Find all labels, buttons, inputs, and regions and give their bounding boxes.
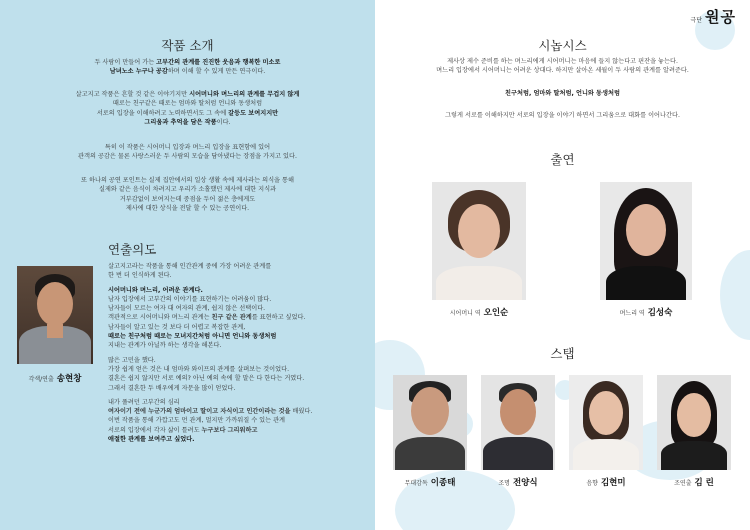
text-run: 여자이기 전에 누군가의 엄마이고 딸이고 자식이고 인간이라는 것을	[108, 408, 291, 416]
direction-line: 많은 고민을 했다.	[108, 356, 156, 364]
text-run: 하며 이해 할 수 있게 만든 연극이다.	[167, 68, 266, 76]
direction-line: 남자들이 모르는 여자 대 여자의 관계, 쉽지 않은 선택이다.	[108, 305, 266, 313]
intro-paragraph-1	[0, 58, 375, 77]
direction-line: 한 번 더 인식하게 된다.	[108, 272, 172, 280]
staff-role-3: 음향	[586, 480, 598, 487]
staff-name-4: 김 린	[694, 478, 714, 488]
staff-caption-3	[563, 476, 649, 488]
direction-line: 남자들이 알고 있는 것 보다 더 어렵고 복잡한 관계,	[108, 323, 246, 331]
text-run: 누구보다 그리워하고	[201, 426, 258, 434]
text-run: 서로의 입장에서 각자 삶이 틀려도	[108, 426, 202, 434]
cast-role-2: 며느리 역	[619, 310, 645, 317]
text-run: 를 표현하고 싶었다.	[251, 314, 306, 322]
text-line	[0, 118, 375, 127]
staff-title: 스탭	[550, 346, 575, 361]
staff-role-4: 조연출	[674, 480, 692, 487]
text-run: 때로는 친구같은 때로는 엄마와 딸처럼 언니와 동생처럼	[112, 100, 263, 108]
staff-photo-1	[393, 375, 467, 470]
text-run: 관객의 공감은 물론 사랑스러운 두 사람의 모습을 담아냈다는 장점을 가지고 있다.	[78, 153, 297, 161]
cast-name-2: 김성숙	[647, 308, 673, 318]
direction-line: 이번 작품을 통해 가깝고도 먼 관계, 멀지만 가까워질 수 있는 관계	[108, 417, 286, 425]
staff-photo-2	[481, 375, 555, 470]
text-run: 남녀노소 누구나 공감	[109, 68, 168, 76]
text-run: 특히 이 작품은 시어머니 입장과 며느리 입장을 표현함에 있어	[104, 144, 271, 151]
synopsis-title: 시놉시스	[538, 38, 587, 53]
synopsis-paragraph-3	[375, 111, 750, 120]
direction-line	[108, 407, 368, 416]
direction-line: 내가 풀려던 고부간의 심리	[108, 398, 180, 406]
staff-caption-2	[475, 476, 561, 488]
text-run: 그리움과 추억을 담은 작품	[144, 118, 217, 126]
staff-caption-4	[651, 476, 737, 488]
text-run: 이다.	[216, 118, 231, 126]
cast-caption-2	[590, 306, 702, 318]
text-run: 제사에 대한 상식을 전달 할 수 있는 공연이다.	[125, 204, 250, 212]
text-run: 고부간의 관계를 진진한 웃음과 행복한 미소로	[156, 59, 281, 66]
staff-photo-3	[569, 375, 643, 470]
text-run: 두 사람이 만들어 가는	[94, 59, 157, 66]
text-line	[0, 176, 375, 185]
cast-title: 출연	[550, 152, 575, 167]
text-line	[0, 99, 375, 108]
text-run: 실제와 같은 음식이 차려지고 우리가 소홀했던 제사에 대한 지식과	[98, 186, 277, 194]
director-role: 각색/연출	[28, 376, 54, 383]
text-line	[0, 185, 375, 194]
staff-name-3: 김현미	[600, 478, 626, 488]
text-run: 갈등도 보여지지만	[228, 109, 279, 117]
direction-line: 그래서 결혼한 두 배우에게 자문을 많이 얻었다.	[108, 384, 236, 392]
intro-paragraph-4	[0, 176, 375, 213]
text-line	[375, 111, 750, 120]
cast-caption-1	[425, 306, 533, 318]
director-caption	[10, 372, 100, 384]
text-line	[0, 109, 375, 118]
text-line	[375, 89, 750, 98]
text-run: 배웠다.	[290, 408, 313, 416]
text-run: 며느리 입장에서 시어머니는 어려운 상대다. 하지만 살아온 세월이 두 사람의 관계를 알려준다.	[436, 67, 689, 75]
text-run: 제사상 제수 준비를 하는 며느리에게 시어머니는 마음에 들지 않는다고 핀잔을 놓는다.	[447, 58, 678, 65]
direction-text	[108, 262, 368, 444]
cast-photo-1	[432, 182, 526, 300]
staff-name-2: 전양식	[512, 478, 538, 488]
text-line	[375, 57, 750, 66]
text-run: 살고지고 작품은 흔할 것 같은 이야기지만	[75, 91, 190, 98]
text-run: 객관적으로 시어머니와 며느리 관계는	[108, 314, 212, 322]
text-run: 친구 같은 관계	[211, 314, 252, 322]
synopsis-paragraph-1	[375, 57, 750, 76]
intro-paragraph-3	[0, 143, 375, 162]
cast-role-1: 시어머니 역	[449, 310, 481, 317]
direction-line: 지내는 관계가 아닐까 하는 생각을 해본다.	[108, 342, 222, 350]
director-photo	[17, 266, 93, 364]
text-line	[0, 195, 375, 204]
logo-big: 원공	[705, 8, 736, 26]
direction-line	[108, 426, 368, 435]
right-page	[375, 0, 750, 530]
direction-line: 때로는 친구처럼 때로는 모녀지간처럼 아니면 언니와 동생처럼	[108, 333, 277, 341]
text-line	[0, 90, 375, 99]
theater-logo	[690, 6, 736, 27]
direction-title: 연출의도	[108, 242, 157, 257]
cast-name-1: 오인순	[483, 308, 509, 318]
text-line	[0, 204, 375, 213]
direction-line: 결혼은 쉽지 않지만 서로 예의? 아닌 예의 속에 할 말은 다 한다는 거였다.	[108, 375, 305, 383]
direction-line: 시어머니와 며느리, 어려운 관계다.	[108, 286, 203, 294]
text-run: 서로의 입장을 이해하려고 노력하면서도 그 속에	[96, 109, 229, 117]
text-run: 친구처럼, 엄마와 딸처럼, 언니와 동생처럼	[505, 90, 620, 97]
text-run: 시어머니와 며느리의 관계를 무겁지 않게	[189, 91, 300, 98]
staff-role-2: 조명	[498, 480, 510, 487]
text-line	[0, 58, 375, 67]
direction-line: 가장 쉽게 얻은 것은 내 엄마와 와이프의 관계를 살펴보는 것이었다.	[108, 365, 290, 373]
text-line	[0, 67, 375, 76]
logo-small: 극단	[690, 17, 703, 24]
director-name: 송현창	[56, 374, 82, 384]
direction-line: 살고지고라는 작품을 통해 인간관계 중에 가장 어려운 관계를	[108, 263, 272, 270]
staff-caption-1	[387, 476, 473, 488]
staff-photo-4	[657, 375, 731, 470]
intro-paragraph-2	[0, 90, 375, 127]
text-line	[0, 152, 375, 161]
text-line	[0, 143, 375, 152]
text-line	[375, 66, 750, 75]
text-run: 또 하나의 공연 포인트는 실제 집안에서의 일상 생활 속에 제사라는 의식을 통해	[81, 177, 294, 184]
staff-role-1: 무대감독	[404, 480, 428, 487]
text-run: 그렇게 서로를 이해하지만 서로의 입장을 이야기 하면서 그리움으로 대화를 이어나간다.	[445, 112, 680, 119]
intro-title: 작품 소개	[161, 38, 214, 53]
direction-line	[108, 313, 368, 322]
direction-line: 애절한 관계를 보여주고 싶었다.	[108, 436, 195, 444]
synopsis-paragraph-2	[375, 89, 750, 98]
direction-line: 남자 입장에서 고부간의 이야기를 표현하기는 어려움이 많다.	[108, 295, 272, 303]
cast-photo-2	[600, 182, 692, 300]
staff-name-1: 이종태	[430, 478, 456, 488]
text-run: 거부감없이 보여지는데 중점을 두어 젊은 층에게도	[119, 195, 256, 203]
